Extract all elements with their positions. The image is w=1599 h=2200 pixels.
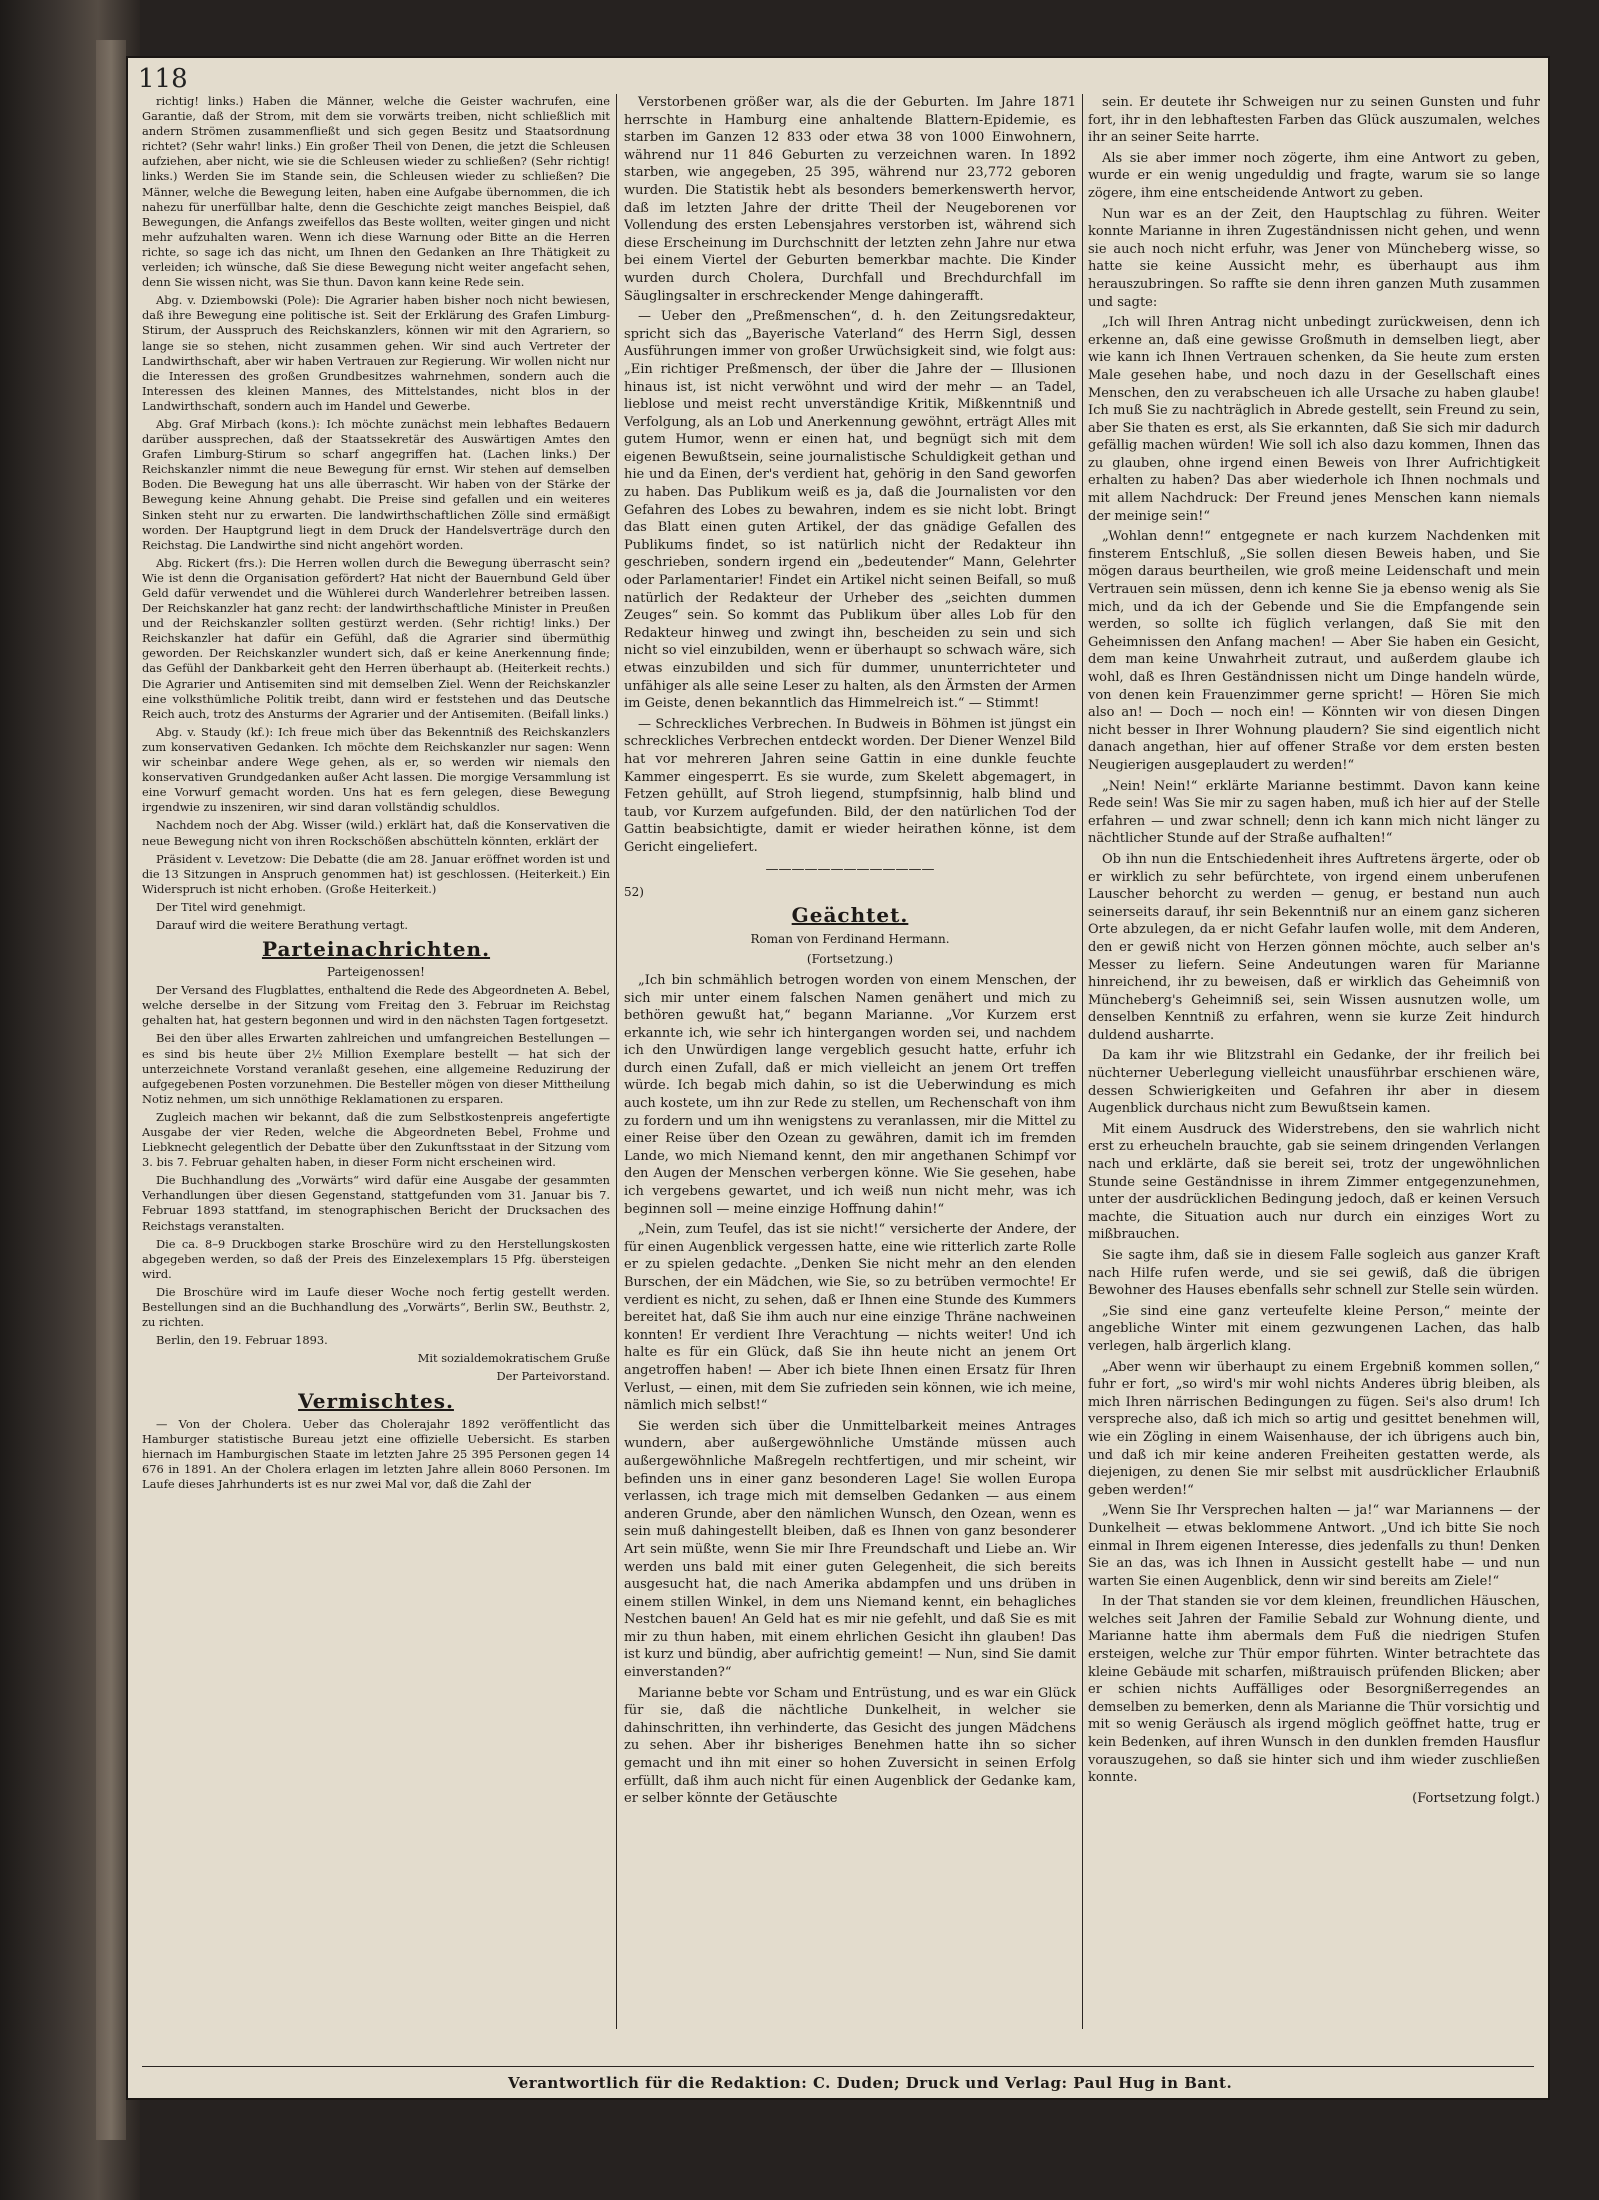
misc-heading: Vermischtes. bbox=[298, 1388, 454, 1413]
paragraph: — Von der Cholera. Ueber das Cholerajahr 1892 veröffentlicht das Hamburger statistische Bureau jetzt eine offizielle Uebersicht. Es starben hiernach im Hamburgischen Staate im letzten Jahre 25 395 Personen gegen 14 676 in 1891. An der Cholera erlagen im letzten Jahre allein 8060 Personen. Im Laufe dieses Jahrhunderts ist es nur zwei Mal vor, daß die Zahl der bbox=[142, 1416, 610, 1491]
paragraph: Da kam ihr wie Blitzstrahl ein Gedanke, der ihr freilich bei nüchterner Ueberlegung vielleicht unausführbar erschienen wäre, dessen Schwierigkeiten und Gefahren ihr aber in diesem Augenblick durchaus nicht zum Bewußtsein kamen. bbox=[1088, 1048, 1540, 1117]
paragraph: Sie werden sich über die Unmittelbarkeit meines Antrages wundern, aber außergewöhnliche Umstände müssen auch außergewöhnliche Maßregeln rechtfertigen, und mir scheint, wir befinden uns in einer ganz besonderen Lage! Sie wollen Europa verlassen, ich trage mich mit demselben Gedanken — aus einem anderen Grunde, aber den nämlichen Wunsch, den Ozean, wenn es sein muß dahingestellt bleiben, daß es Ihnen von ganz besonderer Art sein müßte, wenn Sie mir Ihre Freundschaft und Liebe an. Wir werden uns bald mit einer guten Gelegenheit, die sich bereits ausgesucht hat, die nach Amerika abdampfen und uns drüben in einem stillen Winkel, in dem uns Niemand kennt, ein behagliches Nestchen bauen! An Geld hat es mir nie gefehlt, und daß Sie es mit mir zu thun haben, mit einem ehrlichen Gesicht ihn glauben! Das ist kurz und bündig, aber aufrichtig gemeint! — Nun, sind Sie damit einverstanden?“ bbox=[624, 1418, 1076, 1681]
serial-title: Geächtet. bbox=[791, 902, 909, 927]
paragraph: „Nein, zum Teufel, das ist sie nicht!“ versicherte der Andere, der für einen Augenblick vergessen hatte, eine wie ritterlich zarte Rolle er zu spielen gedachte. „Denken Sie nicht mehr an den elenden Burschen, der ein Mädchen, wie Sie, so zu betrüben vermochte! Er verdient es nicht, zu sehen, daß er Ihnen eine Stunde des Kummers bereitet hat, daß Sie ihm auch nur eine einzige Thräne nachweinen konnten! Er verdient Ihre Verachtung — nichts weiter! Und ich halte es für ein Glück, daß Sie ihn heute nicht an jenem Ort angetroffen haben! — Aber ich biete Ihnen einen Ersatz für Ihren Verlust, — einen, mit dem Sie zufrieden sein können, wie ich meine, nämlich mich selbst!“ bbox=[624, 1222, 1076, 1414]
paragraph: „Aber wenn wir überhaupt zu einem Ergebniß kommen sollen,“ fuhr er fort, „so wird's mir wohl nichts Anderes übrig bleiben, als mich Ihren närrischen Bedingungen zu fügen. Sei's also drum! Ich verspreche also, daß ich mich so artig und gesittet benehmen will, wie ein Zögling in einem Waisenhause, der ich übrigens auch bin, und daß ich mir keine anderen Freiheiten gestatten werde, als diejenigen, zu denen Sie mir selbst mit ausdrücklicher Erlaubniß geben werden!“ bbox=[1088, 1359, 1540, 1498]
page-edges bbox=[96, 40, 126, 2140]
paragraph: Nun war es an der Zeit, den Hauptschlag zu führen. Weiter konnte Marianne in ihren Zugeständnissen nicht gehen, und wenn sie auch noch nicht erfuhr, was Jener von Müncheberg wisse, so hatte sie keine Aussicht mehr, es überhaupt aus ihm herauszubringen. So raffte sie denn ihren ganzen Muth zusammen und sagte: bbox=[1088, 206, 1540, 310]
paragraph: richtig! links.) Haben die Männer, welche die Geister wachrufen, eine Garantie, daß der Strom, mit dem sie vorwärts treiben, nicht schließlich mit andern Strömen zusammenfließt und sich gegen Besitz und Staatsordnung richtet? (Sehr wahr! links.) Ein großer Theil von Denen, die jetzt die Schleusen aufziehen, aber nicht, wie sie die Schleusen wieder zu schließen? (Sehr richtig! links.) Werden Sie im Stande sein, die Schleusen wieder zu schließen? Die Männer, welche die Bewegung leiten, haben eine Aufgabe übernommen, die ich nahezu für unerfüllbar halte, denn die Geschichte zeigt manches Beispiel, daß Bewegungen, die Anfangs zweifellos das Beste wollten, weiter gingen und nicht mehr aufzuhalten waren. Wenn ich diese Warnung oder Bitte an die Herren richte, so sage ich das nicht, um Ihnen den Gedanken an Ihre Thätigkeit zu verleiden; ich wünsche, daß Sie diese Bewegung nicht weiter angefacht sehen, denn Sie wissen nicht, was Sie thun. Davon kann keine Rede sein. bbox=[142, 94, 610, 290]
paragraph: Nachdem noch der Abg. Wisser (wild.) erklärt hat, daß die Konservativen die neue Bewegung nicht von ihren Rockschößen abschütteln könnten, erklärt der bbox=[142, 818, 610, 848]
paragraph: Präsident v. Levetzow: Die Debatte (die am 28. Januar eröffnet worden ist und die 13 Sitzungen in Anspruch genommen hat) ist geschlossen. (Heiterkeit.) Ein Widerspruch ist nicht erhoben. (Große Heiterkeit.) bbox=[142, 851, 610, 896]
serial-number: 52) bbox=[624, 885, 644, 900]
section-separator: ————————————— bbox=[765, 861, 935, 877]
paragraph: Abg. v. Staudy (kf.): Ich freue mich über das Bekenntniß des Reichskanzlers zum konservativen Gedanken. Ich möchte dem Reichskanzler nur sagen: Wenn wir scheinbar andere Wege gehen, als er, so werden wir niemals den konservativen Grundgedanken außer Acht lassen. Die morgige Versammlung ist eine Vorwurf gemacht worden. Uns hat es fern gelegen, diese Bewegung irgendwie zu inszeniren, wir sind daran vollständig schuldlos. bbox=[142, 724, 610, 815]
column-rule bbox=[1082, 94, 1083, 2029]
paragraph: Der Versand des Flugblattes, enthaltend die Rede des Abgeordneten A. Bebel, welche derselbe in der Sitzung vom Freitag den 3. Februar im Reichstag gehalten hat, hat gestern begonnen und wird in den nächsten Tagen fortgesetzt. bbox=[142, 983, 610, 1028]
paragraph: Als sie aber immer noch zögerte, ihm eine Antwort zu geben, wurde er ein wenig ungeduldig und fragte, warum sie so lange zögere, ihm eine entscheidende Antwort zu geben. bbox=[1088, 150, 1540, 201]
paragraph: — Schreckliches Verbrechen. In Budweis in Böhmen ist jüngst ein schreckliches Verbrechen entdeckt worden. Der Diener Wenzel Bild hat vor mehreren Jahren seine Gattin in eine dunkle feuchte Kammer eingesperrt. Es sie wurde, zum Skelett abgemagert, in Fetzen gehüllt, auf Stroh liegend, stumpfsinnig, halb blind und taub, vor Kurzem aufgefunden. Bild, der den natürlichen Tod der Gattin beabsichtigte, damit er wieder heirathen könne, ist dem Gericht eingeliefert. bbox=[624, 716, 1076, 855]
paragraph: Die Buchhandlung des „Vorwärts“ wird dafür eine Ausgabe der gesammten Verhandlungen über diesen Gegenstand, stattgefunden vom 31. Januar bis 7. Februar 1893 stattfand, im stenographischen Bericht der Drucksachen des Reichstags veranstalten. bbox=[142, 1173, 610, 1233]
paragraph: „Wohlan denn!“ entgegnete er nach kurzem Nachdenken mit finsterem Entschluß, „Sie sollen diesen Beweis haben, und Sie mögen daraus beurtheilen, wie groß meine Leidenschaft und mein Vertrauen sein müssen, denn ich kenne Sie ja ebenso wenig als Sie mich, und da ich der Gebende und Sie die Empfangende sein werden, so sollte ich füglich verlangen, daß Sie mit den Geheimnissen den Anfang machen! — Aber Sie haben ein Gesicht, dem man keine Unwahrheit zutraut, und außerdem glaube ich wohl, daß es Ihren Geständnissen nicht um Dinge handeln würde, von denen kein Frauenzimmer gerne spricht! — Hören Sie mich also an! — Doch — noch ein! — Könnten wir von diesen Dingen nicht besser in Ihrer Wohnung plaudern? Sie sind eigentlich nicht danach angethan, hier auf offener Straße vor dem ersten besten Neugierigen ausgeplaudert zu werden!“ bbox=[1088, 529, 1540, 773]
paragraph: Verstorbenen größer war, als die der Geburten. Im Jahre 1871 herrschte in Hamburg eine anhaltende Blattern-Epidemie, es starben im Ganzen 12 833 oder etwa 38 von 1000 Einwohnern, während nur 11 846 Geburten zu verzeichnen waren. In 1892 starben, wie angegeben, 25 395, während nur 23,772 geboren wurden. Die Statistik hebt als besonders bemerkenswerth hervor, daß im letzten Jahre der dritte Theil der Neugeborenen vor Vollendung des ersten Lebensjahres verstorben ist, während sich diese Erscheinung im Durchschnitt der letzten zehn Jahre nur etwa bei einem Viertel der Geburten bemerkbar machte. Die Kinder wurden durch Cholera, Durchfall und Brechdurchfall im Säuglingsalter in erschreckender Menge dahingerafft. bbox=[624, 95, 1076, 304]
paragraph: „Ich bin schmählich betrogen worden von einem Menschen, der sich mir unter einem falschen Namen genähert und mich zu bethören gewußt hat,“ begann Marianne. „Vor Kurzem erst erkannte ich, wie sehr ich hintergangen worden sei, und nachdem ich den Unwürdigen lange vergeblich gesucht hatte, erfuhr ich durch einen Zufall, daß er mich vielleicht an jenem Ort treffen würde. Ich begab mich dahin, so ist die Ueberwindung es mich auch kostete, um ihn zur Rede zu stellen, um Rechenschaft von ihm zu fordern und um ihn wenigstens zu veranlassen, mir die Mittel zu einer Reise über den Ozean zu gewähren, damit ich im fremden Lande, wo mich Niemand kennt, den mir angethanen Schimpf vor den Augen der Menschen verbergen könne. Wie Sie gesehen, habe ich vergebens gewartet, und ich weiß nun nicht mehr, was ich beginnen soll — meine einzige Hoffnung dahin!“ bbox=[624, 972, 1076, 1217]
paragraph: Bei den über alles Erwarten zahlreichen und umfangreichen Bestellungen — es sind bis heute über 2½ Million Exemplare bestellt — hat sich der unterzeichnete Vorstand veranlaßt gesehen, eine allgemeine Reduzirung der aufgegebenen Posten vorzunehmen. Die Besteller mögen von dieser Mittheilung Notiz nehmen, um sich unnöthige Reklamationen zu ersparen. bbox=[142, 1031, 610, 1106]
paragraph: „Nein! Nein!“ erklärte Marianne bestimmt. Davon kann keine Rede sein! Was Sie mir zu sagen haben, muß ich hier auf der Stelle erfahren — und zwar schnell; denn ich kann mich nicht länger zu nächtlicher Stunde auf der Straße aufhalten!“ bbox=[1088, 778, 1540, 847]
imprint-footer: Verantwortlich für die Redaktion: C. Duden; Druck und Verlag: Paul Hug in Bant. bbox=[508, 2074, 1233, 2092]
party-greeting: Mit sozialdemokratischem Gruße bbox=[417, 1351, 610, 1366]
column-3 bbox=[1088, 94, 1540, 2064]
paragraph: Zugleich machen wir bekannt, daß die zum Selbstkostenpreis angefertigte Ausgabe der vier Reden, welche die Abgeordneten Bebel, Frohme und Liebknecht gelegentlich der Debatte über den Zukunftsstaat in der Sitzung vom 3. bis 7. Februar gehalten haben, in dieser Form nicht erscheinen wird. bbox=[142, 1109, 610, 1170]
serial-continuation: (Fortsetzung.) bbox=[806, 952, 894, 967]
paragraph: — Ueber den „Preßmenschen“, d. h. den Zeitungsredakteur, spricht sich das „Bayerische Vaterland“ des Herrn Sigl, dessen Ausführungen immer von großer Urwüchsigkeit sind, wie folgt aus: „Ein richtiger Preßmensch, der über die Jahre der — Illusionen hinaus ist, ist nicht verwöhnt und wird der mehr — an Tadel, lieblose und meist recht unverständige Kritik, Mißkenntniß und Verfolgung, als an Lob und Anerkennung gewöhnt, erträgt Alles mit gutem Humor, wenn er einen hat, und begnügt sich mit dem eigenen Bewußtsein, seine journalistische Schuldigkeit gethan und hie und da Einen, der's verdient hat, gehörig in den Sand geworfen zu haben. Das Publikum weiß es ja, daß die Journalisten vor den Gefahren des Lobes zu bewahren, indem es sie nicht lobt. Bringt das Blatt einen guten Artikel, der das gnädige Gefallen des Publikums findet, so ist natürlich nicht der Redakteur ihn geschrieben, sondern irgend ein „bedeutender“ Mann, Gelehrter oder Parlamentarier! Findet ein Artikel nicht seinen Beifall, so muß natürlich der Redakteur der Urheber des „seichten dummen Zeuges“ sein. So kommt das Publikum über alles Lob für den Redakteur hinweg und zwingt ihn, bescheiden zu sein und sich nicht so viel einzubilden, wenn er überhaupt so schwach wäre, sich etwas einzubilden und sich für dummer, ununterrichteter und unfähiger als alle seine Leser zu halten, als den Ärmsten der Armen im Geiste, denen bekanntlich das Himmelreich ist.“ — Stimmt! bbox=[624, 309, 1076, 712]
paragraph: Marianne bebte vor Scham und Entrüstung, und es war ein Glück für sie, daß die nächtliche Dunkelheit, in welcher sie dahinschritten, ihn verhinderte, das Gesicht des jungen Mädchens zu sehen. Aber ihr bisheriges Benehmen hatte ihn so sicher gemacht und ihn mit einer so hohen Zuversicht in seinen Erfolg erfüllt, daß ihm auch nicht für einen Augenblick der Gedanke kam, er selber könnte der Getäuschte bbox=[624, 1685, 1076, 1807]
to-be-continued: (Fortsetzung folgt.) bbox=[1412, 1790, 1540, 1806]
newspaper-page bbox=[128, 58, 1548, 2098]
paragraph: Abg. v. Dziembowski (Pole): Die Agrarier haben bisher noch nicht bewiesen, daß ihre Bewegung eine politische ist. Seit der Erklärung des Grafen Limburg-Stirum, der Ausspruch des Reichskanzlers, können wir mit den Agrariern, so lange sie so stehen, nicht zusammen gehen. Wir sind auch Vertreter der Landwirthschaft, aber wir haben Vertrauen zur Regierung. Wir wollen nicht nur die Interessen des großen Grundbesitzes wahrnehmen, sondern auch die Interessen des kleinen Mannes, des Mittelstandes, nicht blos in der Landwirthschaft, sondern auch im Handel und Gewerbe. bbox=[142, 293, 610, 413]
paragraph: Mit einem Ausdruck des Widerstrebens, den sie wahrlich nicht erst zu erheucheln brauchte, gab sie seinem dringenden Verlangen nach und erklärte, daß sie bereit sei, trotz der ungewöhnlichen Stunde seine Geständnisse in ihrem Zimmer entgegenzunehmen, unter der ausdrücklichen Bedingung jedoch, daß er keinen Versuch machte, die Situation auch nur durch ein einziges Wort zu mißbrauchen. bbox=[1088, 1121, 1540, 1243]
column-1 bbox=[142, 94, 610, 2064]
serial-author: Roman von Ferdinand Hermann. bbox=[750, 931, 950, 946]
paragraph: Abg. Rickert (frs.): Die Herren wollen durch die Bewegung überrascht sein? Wie ist denn die Organisation gefördert? Hat nicht der Bauernbund Geld über Geld dafür verwendet und die Wühlerei durch Wanderlehrer betreiben lassen. Der Reichskanzler hat ganz recht: der landwirthschaftliche Minister in Preußen und der Reichskanzler sollten gestürzt werden. (Sehr richtig! links.) Der Reichskanzler hat dafür ein Gefühl, daß die Agrarier sind übermüthig geworden. Der Reichskanzler wundert sich, daß er keine Anerkennung finde; das Gefühl der Dankbarkeit geht den Herren überhaupt ab. (Heiterkeit rechts.) Die Agrarier und Antisemiten sind mit demselben Ziel. Wenn der Reichskanzler eine volksthümliche Politik treibt, dann wird er feststehen und das Deutsche Reich auch, trotz des Ansturms der Agrarier und der Antisemiten. (Beifall links.) bbox=[142, 555, 610, 721]
paragraph: In der That standen sie vor dem kleinen, freundlichen Häuschen, welches seit Jahren der Familie Sebald zur Wohnung diente, und Marianne hatte ihm abermals dem Fuß die niedrigen Stufen ersteigen, welche zur Thür empor führten. Winter betrachtete das kleine Gebäude mit scharfen, mißtrauisch prüfenden Blicken; aber er schien nichts Auffälliges oder Besorgnißerregendes an demselben zu bemerken, denn als Marianne die Thür vorsichtig und mit so wenig Geräusch als irgend möglich geöffnet hatte, trug er kein Bedenken, auf ihren Wunsch in den dunklen fremden Hausflur vorauszugehen, so daß sie hinter sich und ihm wieder zuschließen konnte. bbox=[1088, 1594, 1540, 1786]
party-signature: Der Parteivorstand. bbox=[496, 1369, 610, 1384]
page-number: 118 bbox=[138, 64, 188, 94]
footer-rule bbox=[142, 2066, 1534, 2067]
paragraph: Ob ihn nun die Entschiedenheit ihres Auftretens ärgerte, oder ob er wirklich zu sehr befürchtete, von irgend einem unberufenen Lauscher behorcht zu werden — genug, er bestand nun auch seinerseits darauf, ihr sein Bekenntniß nur an einem ganz sicheren Orte abzulegen, da er nicht Gefahr laufen wolle, mit dem Anderen, den er gewiß nicht von Herzen gönnen möchte, auch selber an's Messer zu liefern. Seine Andeutungen waren für Marianne hinreichend, ihr zu beweisen, daß er wirklich das Geheimniß von Müncheberg's Geheimniß sei, sein Wissen ausnutzen wolle, um denselben Kenntniß zu erfahren, wenn sie kurze Zeit hindurch duldend ausharrte. bbox=[1088, 851, 1540, 1043]
paragraph: Darauf wird die weitere Berathung vertagt. bbox=[156, 917, 408, 932]
paragraph: „Sie sind eine ganz verteufelte kleine Person,“ meinte der angebliche Winter mit einem gezwungenen Lachen, das halb verlegen, halb ärgerlich klang. bbox=[1088, 1303, 1540, 1354]
paragraph: sein. Er deutete ihr Schweigen nur zu seinen Gunsten und fuhr fort, ihr in den lebhaftesten Farben das Glück auszumalen, welches ihr an seiner Seite harrte. bbox=[1088, 95, 1540, 146]
party-news-subheading: Parteigenossen! bbox=[327, 965, 425, 980]
paragraph: Sie sagte ihm, daß sie in diesem Falle sogleich aus ganzer Kraft nach Hilfe rufen werde, und sie sei gewiß, daß die übrigen Bewohner des Hauses ebenfalls sehr schnell zur Stelle sein würden. bbox=[1088, 1248, 1540, 1299]
column-rule bbox=[616, 94, 617, 2029]
column-2 bbox=[624, 94, 1076, 2064]
paragraph: Berlin, den 19. Februar 1893. bbox=[156, 1333, 328, 1348]
paragraph: Der Titel wird genehmigt. bbox=[156, 899, 306, 914]
party-news-heading: Parteinachrichten. bbox=[261, 937, 491, 962]
paragraph: Die Broschüre wird im Laufe dieser Woche noch fertig gestellt werden. Bestellungen sind an die Buchhandlung des „Vorwärts“, Berlin SW., Beuthstr. 2, zu richten. bbox=[142, 1284, 610, 1330]
paragraph: Die ca. 8–9 Druckbogen starke Broschüre wird zu den Herstellungskosten abgegeben werden, so daß der Preis des Einzelexemplars 15 Pfg. übersteigen wird. bbox=[142, 1236, 610, 1281]
paragraph: „Wenn Sie Ihr Versprechen halten — ja!“ war Mariannens — der Dunkelheit — etwas beklommene Antwort. „Und ich bitte Sie noch einmal in Ihrem eigenen Interesse, dies jedenfalls zu thun! Denken Sie an das, was ich Ihnen in Aussicht gestellt habe — und nun warten Sie einen Augenblick, denn wir sind bereits am Ziele!“ bbox=[1088, 1503, 1540, 1589]
paragraph: Abg. Graf Mirbach (kons.): Ich möchte zunächst mein lebhaftes Bedauern darüber aussprechen, daß der Staatssekretär des Auswärtigen Amtes den Grafen Limburg-Stirum so scharf angegriffen hat. (Lachen links.) Der Reichskanzler nimmt die neue Bewegung für ernst. Wir stehen auf demselben Boden. Die Bewegung hat uns alle überrascht. Wir haben von der Stärke der Bewegung keine Ahnung gehabt. Die Preise sind gefallen und ein weiteres Sinken steht nur zu erwarten. Die landwirthschaftlichen Zölle sind ermäßigt worden. Der Hauptgrund liegt in dem Druck der Handelsverträge durch den Reichstag. Die Landwirthe sind nicht angehört worden. bbox=[142, 416, 610, 552]
paragraph: „Ich will Ihren Antrag nicht unbedingt zurückweisen, denn ich erkenne an, daß eine gewisse Großmuth in demselben liegt, aber wie kann ich Ihnen Vertrauen schenken, da Sie heute zum ersten Male gesehen habe, und noch dazu in der Gesellschaft eines Menschen, den zu verabscheuen ich alle Ursache zu haben glaube! Ich muß Sie zu nachträglich in Abrede gestellt, sein Freund zu sein, aber Sie thaten es erst, als Sie erkannten, daß Sie sich mir dadurch gefällig machen würden! Wie soll ich also dazu kommen, Ihnen das zu glauben, ohne irgend einen Beweis von Ihrer Aufrichtigkeit erhalten zu haben? Das aber wiederhole ich Ihnen nochmals und mit allem Nachdruck: Der Freund jenes Menschen kann niemals der meinige sein!“ bbox=[1088, 315, 1540, 524]
